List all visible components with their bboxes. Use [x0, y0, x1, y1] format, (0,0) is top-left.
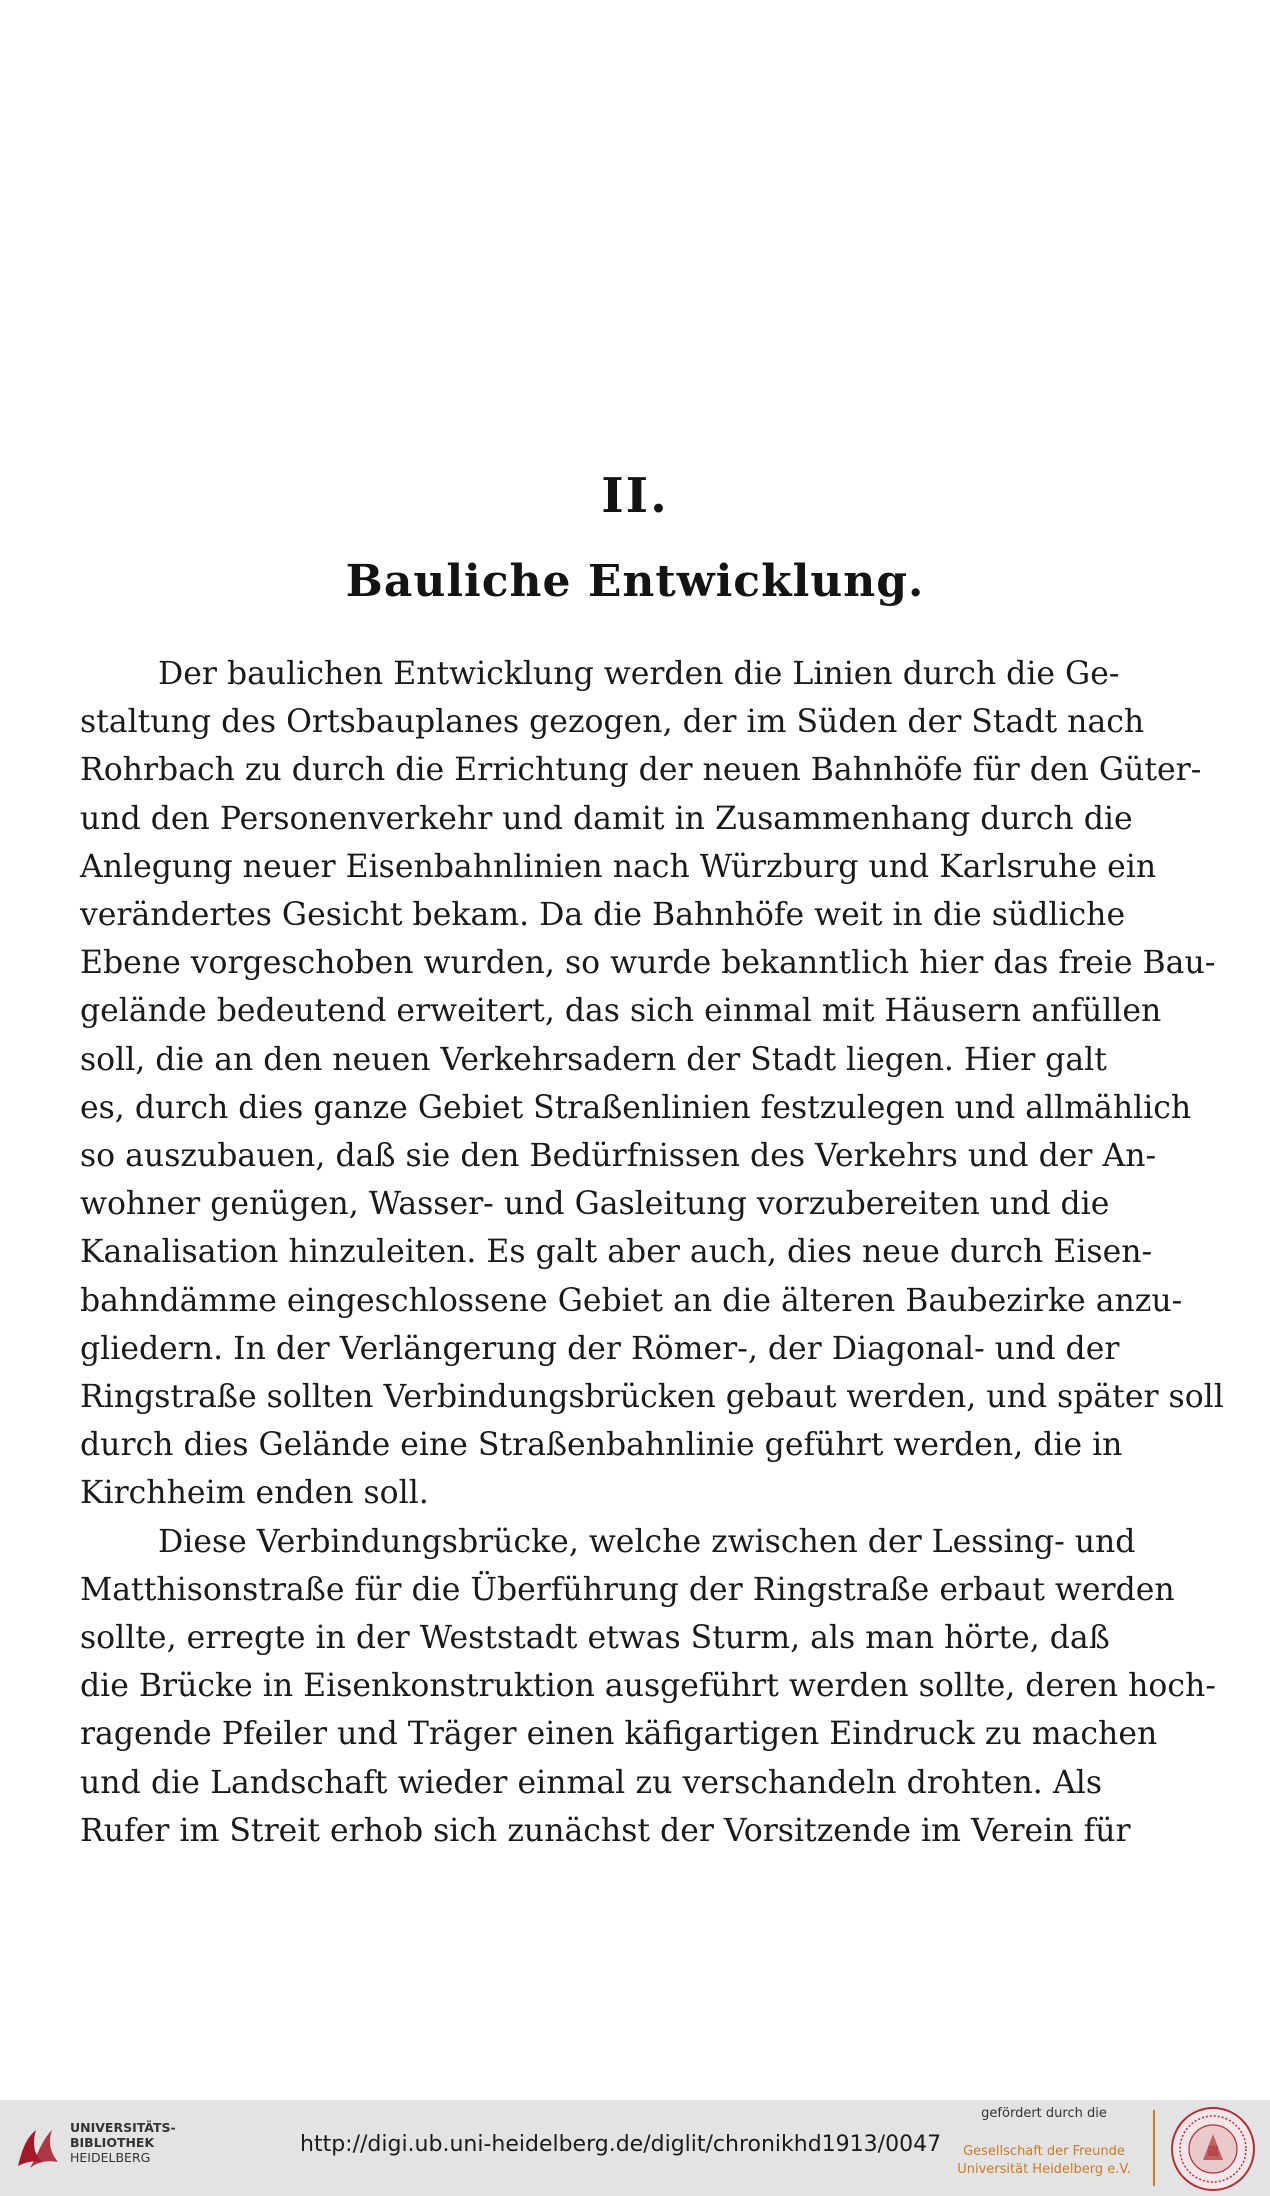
text-line: ragende Pfeiler und Träger einen käfigartigen Eindruck zu machen	[80, 1716, 1158, 1753]
text-line: sollte, erregte in der Weststadt etwas Sturm, als man hörte, daß	[80, 1620, 1110, 1657]
text-line: durch dies Gelände eine Straßenbahnlinie geführt werden, die in	[80, 1427, 1123, 1464]
footer-bar	[0, 2100, 1270, 2196]
chapter-title: Bauliche Entwicklung.	[345, 556, 925, 607]
permalink-url[interactable]: http://digi.ub.uni-heidelberg.de/diglit/chronikhd1913/0047	[300, 2132, 942, 2157]
text-line: Kirchheim enden soll.	[80, 1475, 429, 1512]
text-line: gliedern. In der Verlängerung der Römer-, der Diagonal- und der	[80, 1330, 1120, 1367]
text-line: die Brücke in Eisenkonstruktion ausgeführt werden sollte, deren hoch-	[80, 1668, 1216, 1705]
funder-name-line: Gesellschaft der Freunde	[963, 2144, 1125, 2159]
text-line: bahndämme eingeschlossene Gebiet an die älteren Baubezirke anzu-	[80, 1282, 1183, 1319]
text-line: so auszubauen, daß sie den Bedürfnissen des Verkehrs und der An-	[80, 1138, 1157, 1175]
text-line: staltung des Ortsbauplanes gezogen, der im Süden der Stadt nach	[80, 704, 1145, 741]
text-line: Ebene vorgeschoben wurden, so wurde bekanntlich hier das freie Bau-	[80, 945, 1216, 982]
text-line: verändertes Gesicht bekam. Da die Bahnhöfe weit in die südliche	[80, 897, 1126, 934]
library-name-line: BIBLIOTHEK	[70, 2135, 155, 2150]
text-line: Diese Verbindungsbrücke, welche zwischen der Lessing- und	[158, 1523, 1136, 1560]
paragraph-1	[80, 650, 1224, 1518]
body-text	[80, 650, 1224, 1855]
text-line: Rohrbach zu durch die Errichtung der neuen Bahnhöfe für den Güter-	[80, 752, 1202, 789]
text-line: soll, die an den neuen Verkehrsadern der Stadt liegen. Hier galt	[80, 1041, 1107, 1078]
text-line: Kanalisation hinzuleiten. Es galt aber auch, dies neue durch Eisen-	[80, 1234, 1153, 1271]
text-line: Ringstraße sollten Verbindungsbrücken gebaut werden, und später soll	[80, 1379, 1224, 1416]
text-line: Der baulichen Entwicklung werden die Linien durch die Ge-	[158, 656, 1120, 692]
text-line: Rufer im Streit erhob sich zunächst der Vorsitzende im Verein für	[80, 1812, 1131, 1849]
funder-name-line: Universität Heidelberg e.V.	[957, 2162, 1131, 2177]
library-logo-icon	[12, 2122, 64, 2174]
text-line: es, durch dies ganze Gebiet Straßenlinien festzulegen und allmählich	[80, 1089, 1192, 1126]
text-line: wohner genügen, Wasser- und Gasleitung vorzubereiten und die	[80, 1186, 1110, 1223]
text-line: und die Landschaft wieder einmal zu verschandeln drohten. Als	[80, 1764, 1102, 1801]
text-line: Matthisonstraße für die Überführung der Ringstraße erbaut werden	[80, 1571, 1175, 1608]
paragraph-2	[80, 1518, 1216, 1855]
text-line: gelände bedeutend erweitert, das sich einmal mit Häusern anfüllen	[80, 993, 1162, 1030]
funder-credit	[944, 2106, 1144, 2179]
library-name-line: UNIVERSITÄTS-	[70, 2120, 176, 2135]
funder-divider	[1153, 2110, 1155, 2186]
text-line: Anlegung neuer Eisenbahnlinien nach Würzburg und Karlsruhe ein	[80, 848, 1157, 885]
chapter-number: II.	[601, 468, 669, 524]
funded-by-label: gefördert durch die	[981, 2106, 1107, 2121]
university-seal-icon	[1170, 2106, 1256, 2192]
library-name-line: HEIDELBERG	[70, 2150, 151, 2165]
library-name	[70, 2120, 176, 2165]
text-line: und den Personenverkehr und damit in Zusammenhang durch die	[80, 800, 1133, 837]
